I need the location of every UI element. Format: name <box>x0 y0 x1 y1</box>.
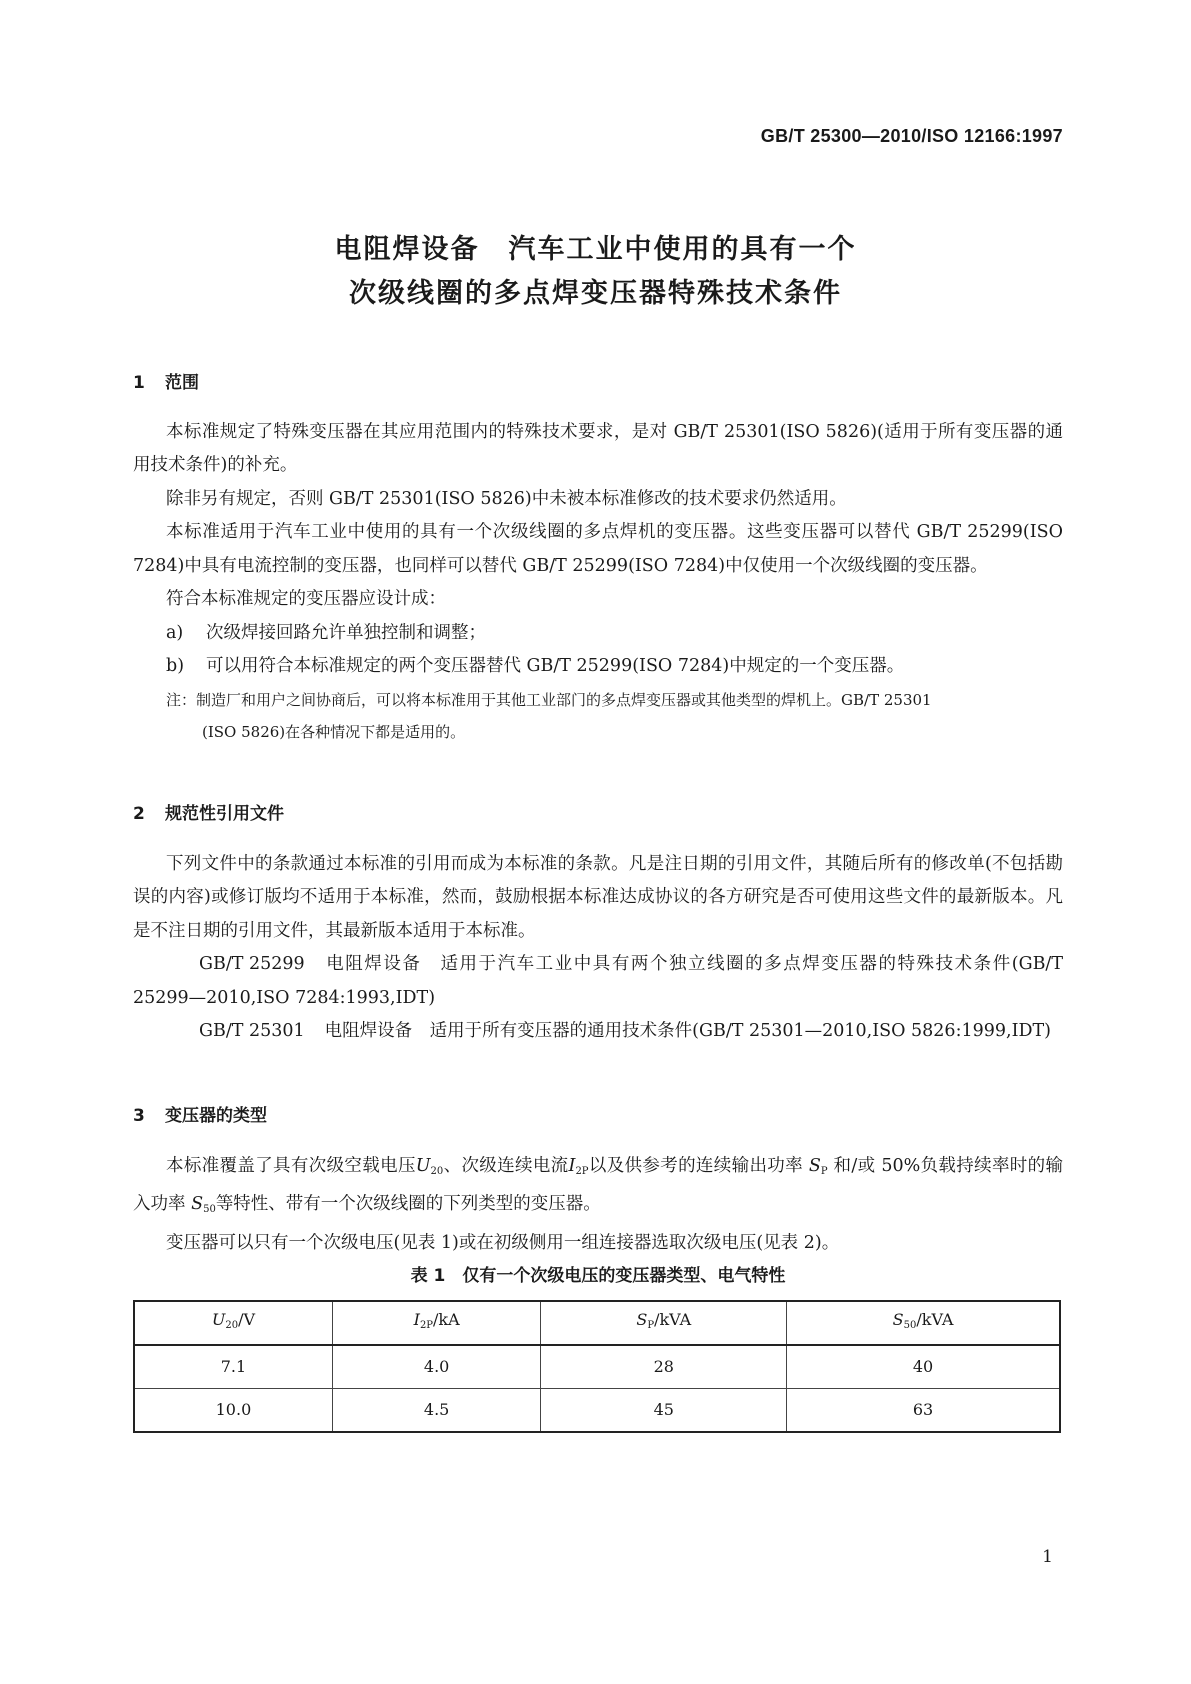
table-1 <box>133 1300 1061 1433</box>
table-cell: 7.1 <box>134 1345 332 1389</box>
text: 、次级连续电流 <box>443 1155 569 1176</box>
standard-header: GB/T 25300—2010/ISO 12166:1997 <box>760 126 1063 146</box>
table-cell: 40 <box>787 1345 1060 1389</box>
section-number: 3 <box>133 1106 145 1126</box>
table-header-row <box>134 1301 1060 1345</box>
section-heading <box>133 367 1063 401</box>
list-label: a) <box>166 622 184 643</box>
unit: /kA <box>433 1309 460 1329</box>
subscript: 20 <box>430 1165 444 1177</box>
reference-text: 电阻焊设备 适用于所有变压器的通用技术条件(GB/T 25301—2010,ISO 5826:1999,IDT) <box>324 1021 1052 1041</box>
table-caption: 表 1 仅有一个次级电压的变压器类型、电气特性 <box>410 1266 786 1286</box>
paragraph <box>133 1150 1063 1227</box>
table-row <box>134 1345 1060 1389</box>
reference-item <box>133 1015 1063 1049</box>
unit: /kVA <box>654 1309 692 1329</box>
text: 和/或 50%负载持续率时的输入功率 <box>133 1155 1063 1214</box>
symbol: I <box>413 1309 420 1329</box>
symbol: U <box>415 1155 431 1176</box>
table-cell: 28 <box>541 1345 787 1389</box>
list-item <box>133 617 1063 651</box>
section-2 <box>133 798 1063 1049</box>
document-title <box>0 228 1191 316</box>
section-3 <box>133 1100 1063 1433</box>
reference-code: GB/T 25301 <box>199 1021 305 1041</box>
table-cell: 4.5 <box>332 1388 541 1432</box>
subscript: 20 <box>225 1319 239 1331</box>
unit: /kVA <box>916 1309 954 1329</box>
symbol: U <box>211 1309 226 1329</box>
section-heading <box>133 798 1063 832</box>
note-label: 注： <box>166 690 197 709</box>
table-row <box>134 1388 1060 1432</box>
section-heading <box>133 1100 1063 1134</box>
section-title: 范围 <box>165 373 199 393</box>
symbol: S <box>636 1309 648 1329</box>
note <box>133 684 1063 716</box>
list-item <box>133 650 1063 684</box>
list-label: b) <box>166 656 185 676</box>
section-number: 1 <box>133 373 145 393</box>
symbol: S <box>191 1194 204 1214</box>
text: 等特性、带有一个次级线圈的下列类型的变压器。 <box>215 1194 601 1214</box>
section-number: 2 <box>133 804 145 824</box>
subscript: 2P <box>575 1165 589 1177</box>
title-line-1: 电阻焊设备 汽车工业中使用的具有一个 <box>334 234 857 265</box>
subscript: P <box>820 1165 828 1177</box>
symbol: I <box>568 1155 576 1176</box>
paragraph: 下列文件中的条款通过本标准的引用而成为本标准的条款。凡是注日期的引用文件，其随后所有的修改单(不包括勘误的内容)或修订版均不适用于本标准，然而，鼓励根据本标准达成协议的各方研究是否可使用这些文件的最新版本。凡是不注日期的引用文件，其最新版本适用于本标准。 <box>133 853 1063 941</box>
subscript: P <box>647 1319 655 1331</box>
section-title: 规范性引用文件 <box>165 804 284 824</box>
reference-text: 电阻焊设备 适用于汽车工业中具有两个独立线圈的多点焊变压器的特殊技术条件(GB/T 25299—2010,ISO 7284:1993,IDT) <box>133 954 1063 1008</box>
symbol: S <box>808 1155 821 1176</box>
column-header <box>541 1301 787 1345</box>
column-header <box>787 1301 1060 1345</box>
paragraph: 符合本标准规定的变压器应设计成： <box>166 589 446 609</box>
section-1 <box>133 367 1063 748</box>
table-cell: 10.0 <box>134 1388 332 1432</box>
reference-item <box>133 948 1063 1015</box>
subscript: 50 <box>203 1204 216 1215</box>
column-header <box>134 1301 332 1345</box>
text: 以及供参考的连续输出功率 <box>588 1155 803 1176</box>
subscript: 2P <box>419 1319 434 1331</box>
table-cell: 45 <box>541 1388 787 1432</box>
unit: /V <box>238 1309 256 1329</box>
paragraph: 除非另有规定，否则 GB/T 25301(ISO 5826)中未被本标准修改的技术要求仍然适用。 <box>166 488 847 509</box>
paragraph: 本标准适用于汽车工业中使用的具有一个次级线圈的多点焊机的变压器。这些变压器可以替代 GB/T 25299(ISO 7284)中具有电流控制的变压器，也同样可以替代 GB/T 25299(ISO 7284)中仅使用一个次级线圈的变压器。 <box>133 522 1063 576</box>
table-cell: 4.0 <box>332 1345 541 1389</box>
note-text: 制造厂和用户之间协商后，可以将本标准用于其他工业部门的多点焊变压器或其他类型的焊机上。GB/T 25301 <box>196 690 932 709</box>
column-header <box>332 1301 541 1345</box>
paragraph: 变压器可以只有一个次级电压(见表 1)或在初级侧用一组连接器选取次级电压(见表 2)。 <box>166 1232 840 1253</box>
list-text: 次级焊接回路允许单独控制和调整； <box>206 622 486 643</box>
reference-code: GB/T 25299 <box>199 954 305 974</box>
subscript: 50 <box>903 1319 917 1331</box>
note-continuation: (ISO 5826)在各种情况下都是适用的。 <box>202 722 466 741</box>
text: 本标准覆盖了具有次级空载电压 <box>166 1155 416 1176</box>
list-text: 可以用符合本标准规定的两个变压器替代 GB/T 25299(ISO 7284)中规定的一个变压器。 <box>206 656 905 676</box>
section-title: 变压器的类型 <box>165 1106 267 1126</box>
paragraph: 本标准规定了特殊变压器在其应用范围内的特殊技术要求，是对 GB/T 25301(ISO 5826)(适用于所有变压器的通用技术条件)的补充。 <box>133 421 1063 475</box>
table-cell: 63 <box>787 1388 1060 1432</box>
symbol: S <box>892 1309 904 1329</box>
title-line-2: 次级线圈的多点焊变压器特殊技术条件 <box>349 278 842 309</box>
page-number: 1 <box>1042 1547 1053 1567</box>
